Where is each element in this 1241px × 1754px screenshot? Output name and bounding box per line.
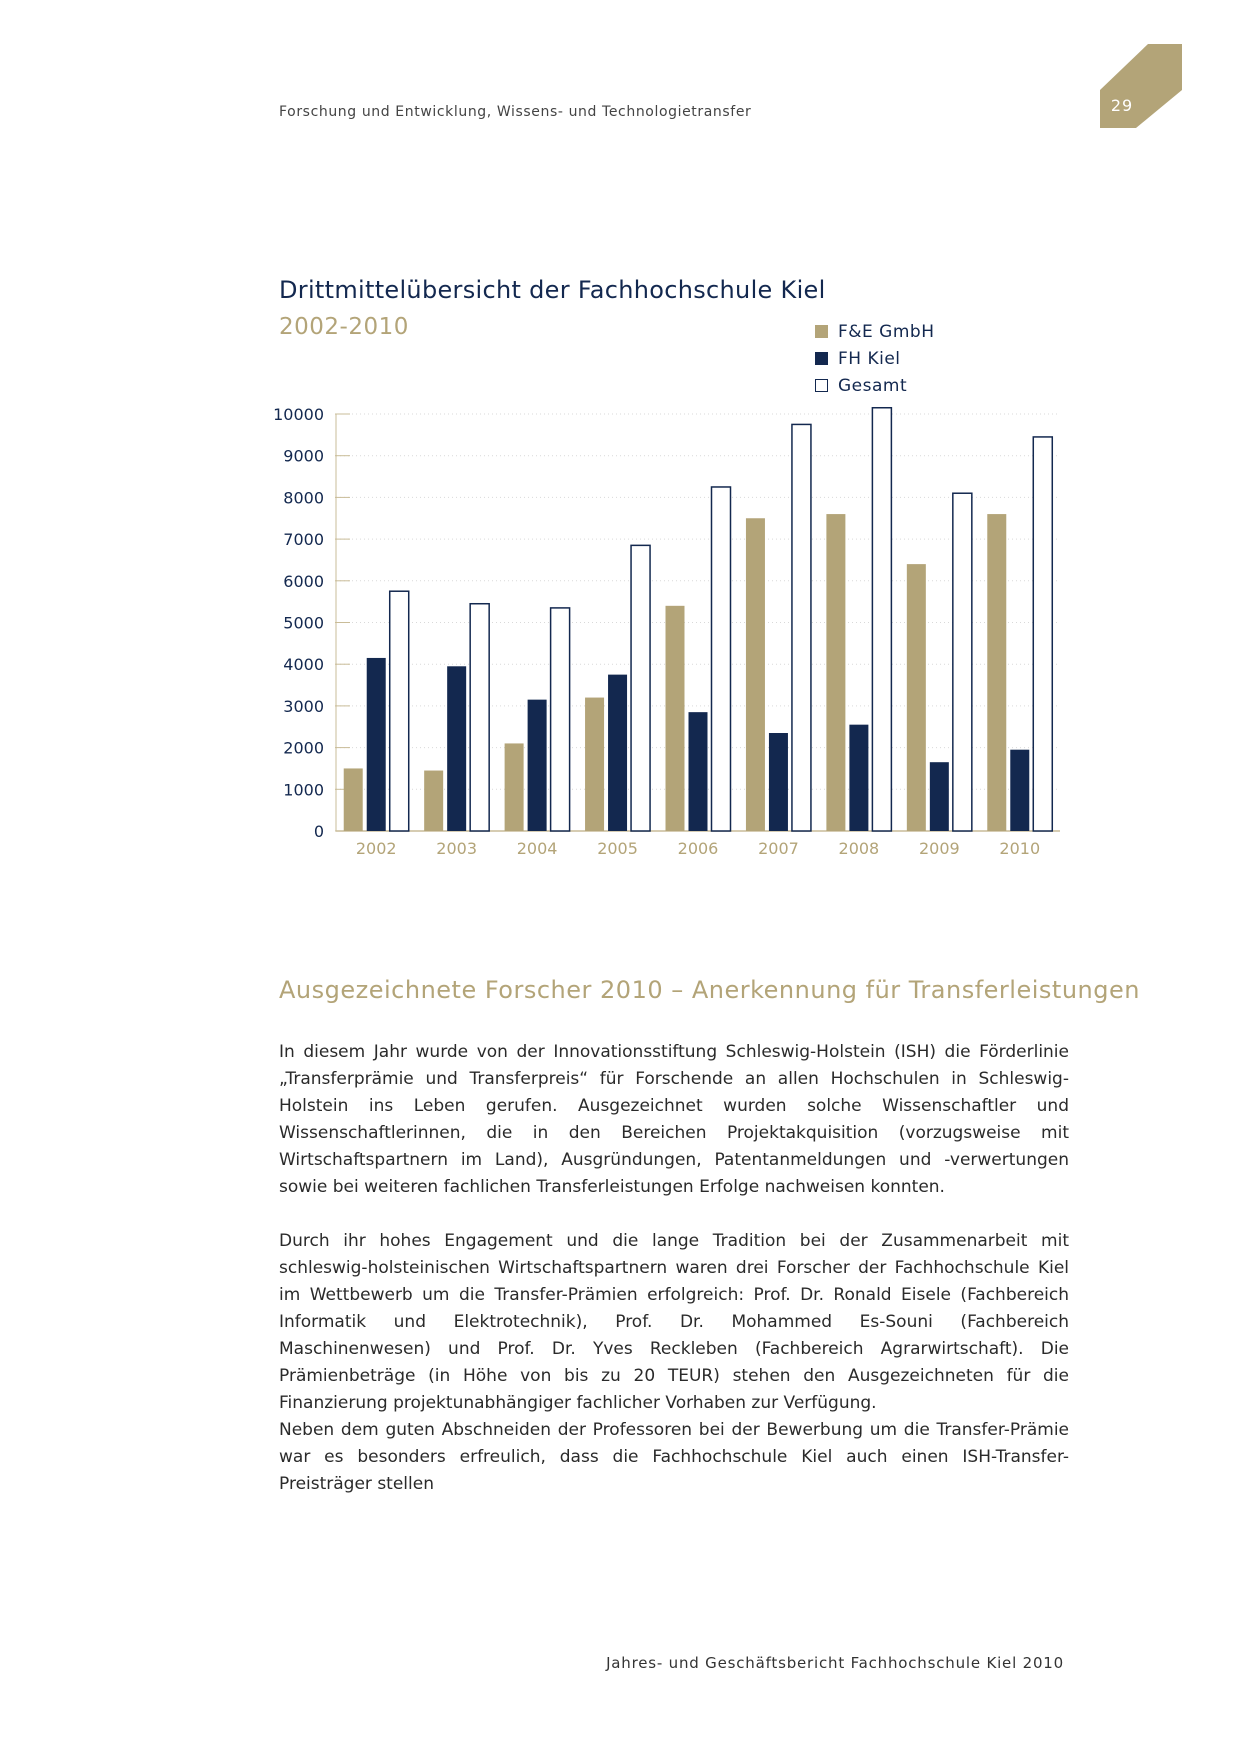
bar-fh-kiel-2010 — [1010, 750, 1029, 831]
x-tick-label: 2008 — [838, 839, 880, 858]
bar-f-e-gmbh-2004 — [505, 743, 524, 831]
bar-f-e-gmbh-2002 — [344, 768, 363, 831]
bar-f-e-gmbh-2006 — [666, 606, 685, 831]
paragraph-2: Durch ihr hohes Engagement und die lange Tradition bei der Zusammenarbeit mit schleswig-holsteinischen Wirtschaftspartnern waren drei Forscher der Fachhochschule Kiel im Wettbewerb um die Transfer-Prämien erfolgreich: Prof. Dr. Ronald Eisele (Fachbereich Informatik und Elektrotechnik), Prof. Dr. Mohammed Es-Souni (Fachbereich Maschinenwesen) und Prof. Dr. Yves Reckleben (Fachbereich Agrarwirtschaft). Die Prämienbeträge (in Höhe von bis zu 20 TEUR) stehen den Ausgezeichneten für die Finanzierung projektunabhängiger fachlicher Vorhaben zur Verfügung. — [279, 1231, 1069, 1413]
legend-item-fe-gmbh — [815, 318, 935, 345]
page-number: 29 — [1110, 96, 1134, 115]
bar-f-e-gmbh-2009 — [907, 564, 926, 831]
y-tick-label: 5000 — [283, 613, 324, 633]
legend-label-gesamt: Gesamt — [838, 375, 908, 396]
legend-label-fe-gmbh: F&E GmbH — [838, 321, 935, 342]
section-heading: Ausgezeichnete Forscher 2010 – Anerkennung für Transferleistungen — [279, 976, 1140, 1004]
chart-legend — [815, 318, 935, 399]
bar-fh-kiel-2008 — [849, 725, 868, 831]
legend-swatch-fe-gmbh — [815, 325, 828, 338]
bar-f-e-gmbh-2010 — [987, 514, 1006, 831]
x-tick-label: 2003 — [436, 839, 478, 858]
x-tick-label: 2009 — [918, 839, 960, 858]
bar-f-e-gmbh-2007 — [746, 518, 765, 831]
bar-f-e-gmbh-2005 — [585, 698, 604, 831]
y-tick-label: 3000 — [283, 696, 324, 716]
legend-item-gesamt — [815, 372, 935, 399]
bar-f-e-gmbh-2003 — [424, 771, 443, 831]
paragraph-1: In diesem Jahr wurde von der Innovationsstiftung Schleswig-Holstein (ISH) die Förderlinie „Transferprämie und Transferpreis“ für Forschende an allen Hochschulen in Schleswig-Holstein ins Leben gerufen. Ausgezeichnet wurden solche Wissenschaftler und Wissenschaftlerinnen, die in den Bereichen Projektakquisition (vorzugsweise mit Wirtschaftspartnern im Land), Ausgründungen, Patentanmeldungen und -verwertungen sowie bei weiteren fachlichen Transferleistungen Erfolge nachweisen konnten. — [279, 1042, 1069, 1197]
chart-subtitle: 2002-2010 — [279, 314, 409, 340]
y-tick-label: 2000 — [283, 738, 324, 758]
bar-gesamt-2010 — [1033, 437, 1052, 831]
legend-swatch-fh-kiel — [815, 352, 828, 365]
footer-text: Jahres- und Geschäftsbericht Fachhochschule Kiel 2010 — [606, 1654, 1064, 1672]
bar-fh-kiel-2007 — [769, 733, 788, 831]
bar-gesamt-2008 — [872, 408, 891, 831]
bar-gesamt-2002 — [390, 591, 409, 831]
bar-fh-kiel-2009 — [930, 762, 949, 831]
y-tick-label: 7000 — [283, 530, 324, 550]
bar-fh-kiel-2006 — [689, 712, 708, 831]
y-tick-label: 0 — [313, 822, 324, 841]
paragraph-3: Neben dem guten Abschneiden der Professoren bei der Bewerbung um die Transfer-Prämie war es besonders erfreulich, dass die Fachhochschule Kiel auch einen ISH-Transfer-Preisträger stellen — [279, 1420, 1069, 1494]
bar-gesamt-2003 — [470, 604, 489, 831]
bar-gesamt-2005 — [631, 545, 650, 831]
y-tick-label: 8000 — [283, 488, 324, 508]
bar-gesamt-2007 — [792, 424, 811, 831]
page-number-tab — [1100, 44, 1182, 128]
y-tick-label: 4000 — [283, 655, 324, 675]
x-tick-label: 2005 — [597, 839, 638, 858]
bar-chart — [270, 400, 1070, 880]
chart-title: Drittmittelübersicht der Fachhochschule Kiel — [279, 276, 826, 304]
running-header: Forschung und Entwicklung, Wissens- und Technologietransfer — [279, 104, 752, 120]
legend-swatch-gesamt — [815, 379, 828, 392]
x-tick-label: 2006 — [677, 839, 719, 858]
bar-gesamt-2006 — [712, 487, 731, 831]
legend-label-fh-kiel: FH Kiel — [838, 348, 901, 369]
y-tick-label: 1000 — [283, 780, 324, 800]
bar-fh-kiel-2004 — [528, 700, 547, 831]
x-tick-label: 2007 — [758, 839, 799, 858]
bar-gesamt-2004 — [551, 608, 570, 831]
bar-fh-kiel-2002 — [367, 658, 386, 831]
x-tick-label: 2002 — [355, 839, 397, 858]
x-tick-label: 2004 — [516, 839, 558, 858]
y-tick-label: 6000 — [283, 571, 324, 591]
bar-fh-kiel-2005 — [608, 675, 627, 831]
bar-fh-kiel-2003 — [447, 666, 466, 831]
legend-item-fh-kiel — [815, 345, 935, 372]
x-tick-label: 2010 — [999, 839, 1041, 858]
bar-gesamt-2009 — [953, 493, 972, 831]
bar-f-e-gmbh-2008 — [826, 514, 845, 831]
y-tick-label: 9000 — [283, 446, 324, 466]
y-tick-label: 10000 — [273, 405, 324, 424]
